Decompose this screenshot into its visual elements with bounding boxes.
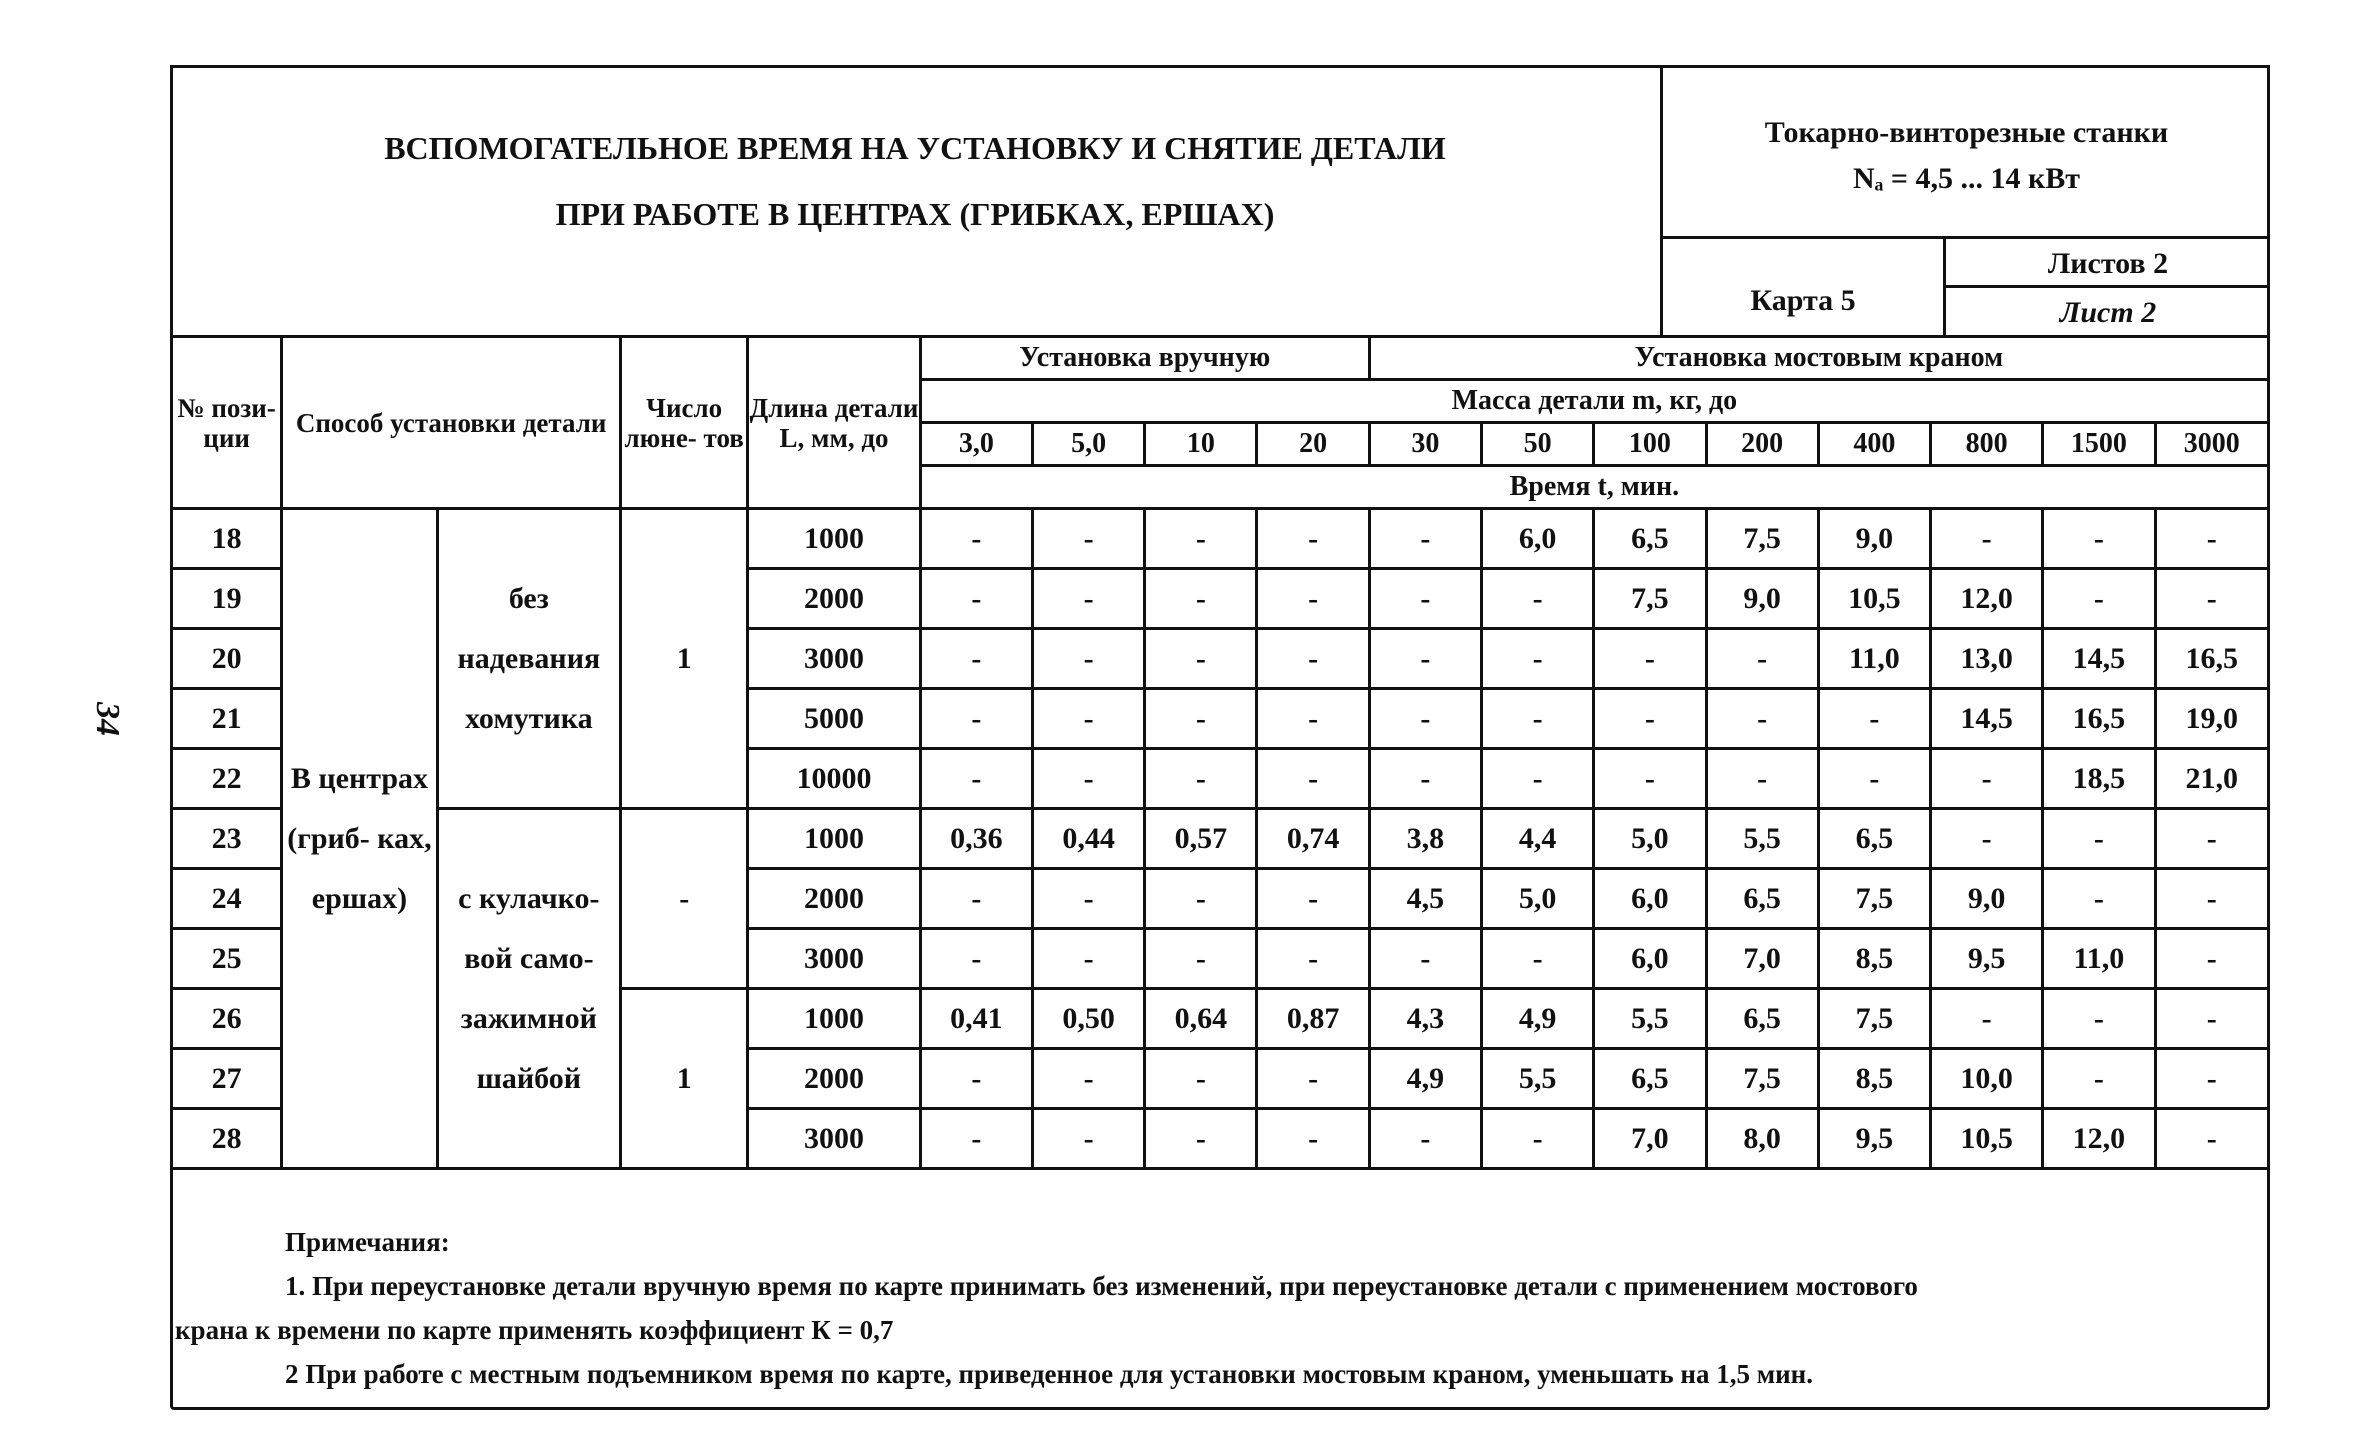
time-value-cell: 8,5 — [1818, 1049, 1930, 1109]
time-value-cell: - — [2043, 989, 2155, 1049]
time-value-cell: - — [1145, 629, 1257, 689]
note-1b: крана к времени по карте применять коэффициент К = 0,7 — [175, 1315, 894, 1345]
page-number: 34 — [89, 702, 126, 736]
sheet-number: Лист 2 — [2059, 296, 2157, 329]
time-value-cell: 5,0 — [1594, 809, 1706, 869]
time-value-cell: 5,0 — [1482, 869, 1594, 929]
time-value-cell: - — [1594, 749, 1706, 809]
lunettes-cell: 1 — [621, 989, 748, 1169]
time-value-cell: - — [920, 749, 1032, 809]
time-value-cell: - — [1145, 869, 1257, 929]
header-pos: № пози- ции — [172, 337, 282, 509]
time-value-cell: 0,36 — [920, 809, 1032, 869]
time-value-cell: 6,0 — [1482, 509, 1594, 569]
time-value-cell: - — [920, 629, 1032, 689]
machine-type: Токарно-винторезные станки — [1764, 116, 2169, 149]
length-cell: 3000 — [748, 629, 920, 689]
time-value-cell: - — [1369, 749, 1481, 809]
header-rule — [1660, 236, 2270, 239]
time-value-cell: 0,50 — [1032, 989, 1144, 1049]
time-value-cell: - — [1032, 629, 1144, 689]
time-value-cell: 0,41 — [920, 989, 1032, 1049]
time-value-cell: - — [1032, 569, 1144, 629]
time-value-cell: 3,8 — [1369, 809, 1481, 869]
time-value-cell: - — [1369, 569, 1481, 629]
time-value-cell: - — [1032, 929, 1144, 989]
time-value-cell: 5,5 — [1706, 809, 1818, 869]
time-value-cell: - — [1706, 749, 1818, 809]
time-value-cell: - — [2155, 509, 2269, 569]
time-value-cell: 6,5 — [1706, 869, 1818, 929]
time-value-cell: - — [1931, 509, 2043, 569]
length-cell: 2000 — [748, 869, 920, 929]
time-value-cell: - — [1032, 689, 1144, 749]
time-value-cell: 7,5 — [1594, 569, 1706, 629]
time-value-cell: 14,5 — [1931, 689, 2043, 749]
time-value-cell: - — [1818, 749, 1930, 809]
time-value-cell: 0,87 — [1257, 989, 1369, 1049]
mass-col: 20 — [1257, 423, 1369, 466]
time-value-cell: 21,0 — [2155, 749, 2269, 809]
length-cell: 1000 — [748, 509, 920, 569]
notes-title: Примечания: — [285, 1227, 450, 1257]
time-value-cell: - — [1257, 929, 1369, 989]
time-value-cell: - — [1369, 509, 1481, 569]
time-value-cell: - — [1032, 509, 1144, 569]
mass-col: 10 — [1145, 423, 1257, 466]
length-cell: 10000 — [748, 749, 920, 809]
time-value-cell: - — [2155, 869, 2269, 929]
title-line-2: ПРИ РАБОТЕ В ЦЕНТРАХ (ГРИБКАХ, ЕРШАХ) — [555, 196, 1275, 232]
time-value-cell: - — [1257, 1049, 1369, 1109]
time-value-cell: 6,0 — [1594, 869, 1706, 929]
note-2: 2 При работе с местным подъемником время по карте, приведенное для установки мостовым краном, уменьшать на 1,5 мин. — [285, 1359, 1813, 1389]
time-value-cell: - — [2155, 1049, 2269, 1109]
time-value-cell: - — [1032, 749, 1144, 809]
time-value-cell: - — [2043, 869, 2155, 929]
sheets-rule — [1943, 285, 2270, 288]
time-value-cell: 5,5 — [1594, 989, 1706, 1049]
header-length: Длина детали L, мм, до — [748, 337, 920, 509]
position-cell: 27 — [172, 1049, 282, 1109]
time-value-cell: - — [1369, 689, 1481, 749]
header-lunettes: Число люне- тов — [621, 337, 748, 509]
time-value-cell: 10,5 — [1818, 569, 1930, 629]
time-value-cell: - — [1257, 629, 1369, 689]
notes — [175, 1220, 2265, 1396]
position-cell: 19 — [172, 569, 282, 629]
length-cell: 1000 — [748, 809, 920, 869]
time-value-cell: - — [1257, 1109, 1369, 1169]
time-value-cell: - — [1594, 689, 1706, 749]
header-crane: Установка мостовым краном — [1369, 337, 2268, 380]
mass-col: 400 — [1818, 423, 1930, 466]
lunettes-cell: 1 — [621, 509, 748, 809]
time-value-cell: 12,0 — [2043, 1109, 2155, 1169]
time-value-cell: - — [1257, 749, 1369, 809]
time-value-cell: 11,0 — [1818, 629, 1930, 689]
time-value-cell: - — [2043, 1049, 2155, 1109]
time-value-cell: - — [1257, 869, 1369, 929]
time-value-cell: - — [1818, 689, 1930, 749]
time-value-cell: 0,44 — [1032, 809, 1144, 869]
table-row — [172, 509, 2269, 569]
time-value-cell: - — [1482, 629, 1594, 689]
time-value-cell: - — [2043, 569, 2155, 629]
time-value-cell: - — [920, 869, 1032, 929]
mass-col: 3,0 — [920, 423, 1032, 466]
time-value-cell: 10,5 — [1931, 1109, 2043, 1169]
position-cell: 28 — [172, 1109, 282, 1169]
length-cell: 1000 — [748, 989, 920, 1049]
header-manual: Установка вручную — [920, 337, 1369, 380]
time-value-cell: - — [920, 569, 1032, 629]
time-value-cell: 7,0 — [1706, 929, 1818, 989]
mass-col: 50 — [1482, 423, 1594, 466]
mass-col: 800 — [1931, 423, 2043, 466]
time-value-cell: - — [1369, 929, 1481, 989]
time-value-cell: 16,5 — [2043, 689, 2155, 749]
machine-info — [1663, 110, 2270, 202]
time-value-cell: 10,0 — [1931, 1049, 2043, 1109]
position-cell: 25 — [172, 929, 282, 989]
time-value-cell: - — [1257, 509, 1369, 569]
sheets-total: Листов 2 — [2047, 247, 2169, 280]
time-value-cell: 8,5 — [1818, 929, 1930, 989]
time-value-cell: 9,5 — [1931, 929, 2043, 989]
time-value-cell: - — [1369, 1109, 1481, 1169]
time-value-cell: - — [2155, 989, 2269, 1049]
time-table — [170, 335, 2270, 1170]
time-value-cell: - — [1145, 929, 1257, 989]
length-cell: 3000 — [748, 929, 920, 989]
time-value-cell: - — [1931, 809, 2043, 869]
time-value-cell: - — [1145, 1049, 1257, 1109]
card-number: Карта 5 — [1750, 284, 1856, 317]
position-cell: 20 — [172, 629, 282, 689]
time-value-cell: - — [1145, 689, 1257, 749]
time-value-cell: 18,5 — [2043, 749, 2155, 809]
time-value-cell: - — [1257, 689, 1369, 749]
time-value-cell: - — [1482, 749, 1594, 809]
mass-col: 3000 — [2155, 423, 2269, 466]
position-cell: 18 — [172, 509, 282, 569]
time-value-cell: - — [2155, 929, 2269, 989]
length-cell: 2000 — [748, 569, 920, 629]
mass-col: 1500 — [2043, 423, 2155, 466]
time-value-cell: 6,5 — [1594, 1049, 1706, 1109]
time-value-cell: - — [1931, 989, 2043, 1049]
time-value-cell: 7,5 — [1706, 1049, 1818, 1109]
time-value-cell: 4,4 — [1482, 809, 1594, 869]
time-value-cell: 16,5 — [2155, 629, 2269, 689]
mass-col: 30 — [1369, 423, 1481, 466]
time-value-cell: - — [920, 509, 1032, 569]
time-value-cell: 6,5 — [1818, 809, 1930, 869]
position-cell: 26 — [172, 989, 282, 1049]
machine-power: Nₐ = 4,5 ... 14 кВт — [1852, 162, 2081, 195]
time-value-cell: - — [2043, 509, 2155, 569]
time-value-cell: - — [1032, 1049, 1144, 1109]
header-method: Способ установки детали — [282, 337, 621, 509]
time-value-cell: 8,0 — [1706, 1109, 1818, 1169]
mass-col: 200 — [1706, 423, 1818, 466]
time-value-cell: 7,0 — [1594, 1109, 1706, 1169]
time-value-cell: 4,5 — [1369, 869, 1481, 929]
time-value-cell: - — [920, 689, 1032, 749]
mass-col: 5,0 — [1032, 423, 1144, 466]
time-value-cell: 9,5 — [1818, 1109, 1930, 1169]
time-value-cell: 9,0 — [1931, 869, 2043, 929]
time-value-cell: 6,5 — [1594, 509, 1706, 569]
time-value-cell: - — [1032, 869, 1144, 929]
method-sub-cell: без надевания хомутика — [437, 509, 620, 809]
mass-col: 100 — [1594, 423, 1706, 466]
length-cell: 5000 — [748, 689, 920, 749]
time-value-cell: - — [2155, 809, 2269, 869]
time-value-cell: - — [1145, 509, 1257, 569]
position-cell: 22 — [172, 749, 282, 809]
method-sub-cell: с кулачко- вой само- зажимной шайбой — [437, 809, 620, 1169]
time-value-cell: - — [1145, 569, 1257, 629]
time-value-cell: 6,5 — [1706, 989, 1818, 1049]
time-value-cell: - — [1706, 629, 1818, 689]
time-value-cell: 13,0 — [1931, 629, 2043, 689]
time-value-cell: 9,0 — [1818, 509, 1930, 569]
length-cell: 2000 — [748, 1049, 920, 1109]
time-value-cell: - — [1145, 749, 1257, 809]
time-value-cell: 6,0 — [1594, 929, 1706, 989]
time-value-cell: - — [1931, 749, 2043, 809]
time-value-cell: 7,5 — [1706, 509, 1818, 569]
time-value-cell: 0,74 — [1257, 809, 1369, 869]
header-mass: Масса детали m, кг, до — [920, 380, 2268, 423]
title-line-1: ВСПОМОГАТЕЛЬНОЕ ВРЕМЯ НА УСТАНОВКУ И СНЯТИЕ ДЕТАЛИ — [384, 130, 1446, 166]
time-value-cell: 9,0 — [1706, 569, 1818, 629]
time-value-cell: 19,0 — [2155, 689, 2269, 749]
time-value-cell: 7,5 — [1818, 989, 1930, 1049]
time-value-cell: 4,9 — [1482, 989, 1594, 1049]
header-time: Время t, мин. — [920, 466, 2268, 509]
time-value-cell: 12,0 — [1931, 569, 2043, 629]
time-value-cell: - — [2155, 569, 2269, 629]
time-value-cell: 0,57 — [1145, 809, 1257, 869]
time-value-cell: - — [1482, 1109, 1594, 1169]
time-value-cell: - — [1369, 629, 1481, 689]
time-value-cell: - — [920, 1049, 1032, 1109]
length-cell: 3000 — [748, 1109, 920, 1169]
time-value-cell: - — [1032, 1109, 1144, 1169]
time-value-cell: 0,64 — [1145, 989, 1257, 1049]
time-value-cell: - — [1706, 689, 1818, 749]
time-value-cell: 4,3 — [1369, 989, 1481, 1049]
time-value-cell: - — [920, 929, 1032, 989]
time-value-cell: - — [2043, 809, 2155, 869]
method-main-cell: В центрах (гриб- ках, ершах) — [282, 509, 437, 1169]
position-cell: 24 — [172, 869, 282, 929]
lunettes-cell: - — [621, 809, 748, 989]
table-row — [172, 809, 2269, 869]
time-value-cell: - — [1482, 689, 1594, 749]
position-cell: 21 — [172, 689, 282, 749]
time-value-cell: 14,5 — [2043, 629, 2155, 689]
time-value-cell: - — [1257, 569, 1369, 629]
time-value-cell: 11,0 — [2043, 929, 2155, 989]
time-value-cell: - — [1482, 569, 1594, 629]
time-value-cell: 5,5 — [1482, 1049, 1594, 1109]
position-cell: 23 — [172, 809, 282, 869]
time-value-cell: - — [1145, 1109, 1257, 1169]
time-value-cell: - — [1594, 629, 1706, 689]
time-value-cell: - — [2155, 1109, 2269, 1169]
time-value-cell: 4,9 — [1369, 1049, 1481, 1109]
time-value-cell: - — [1482, 929, 1594, 989]
time-value-cell: - — [920, 1109, 1032, 1169]
time-value-cell: 7,5 — [1818, 869, 1930, 929]
document-title — [170, 65, 1660, 335]
note-1a: 1. При переустановке детали вручную время по карте принимать без изменений, при переустановке детали с применением мостового — [285, 1271, 1918, 1301]
